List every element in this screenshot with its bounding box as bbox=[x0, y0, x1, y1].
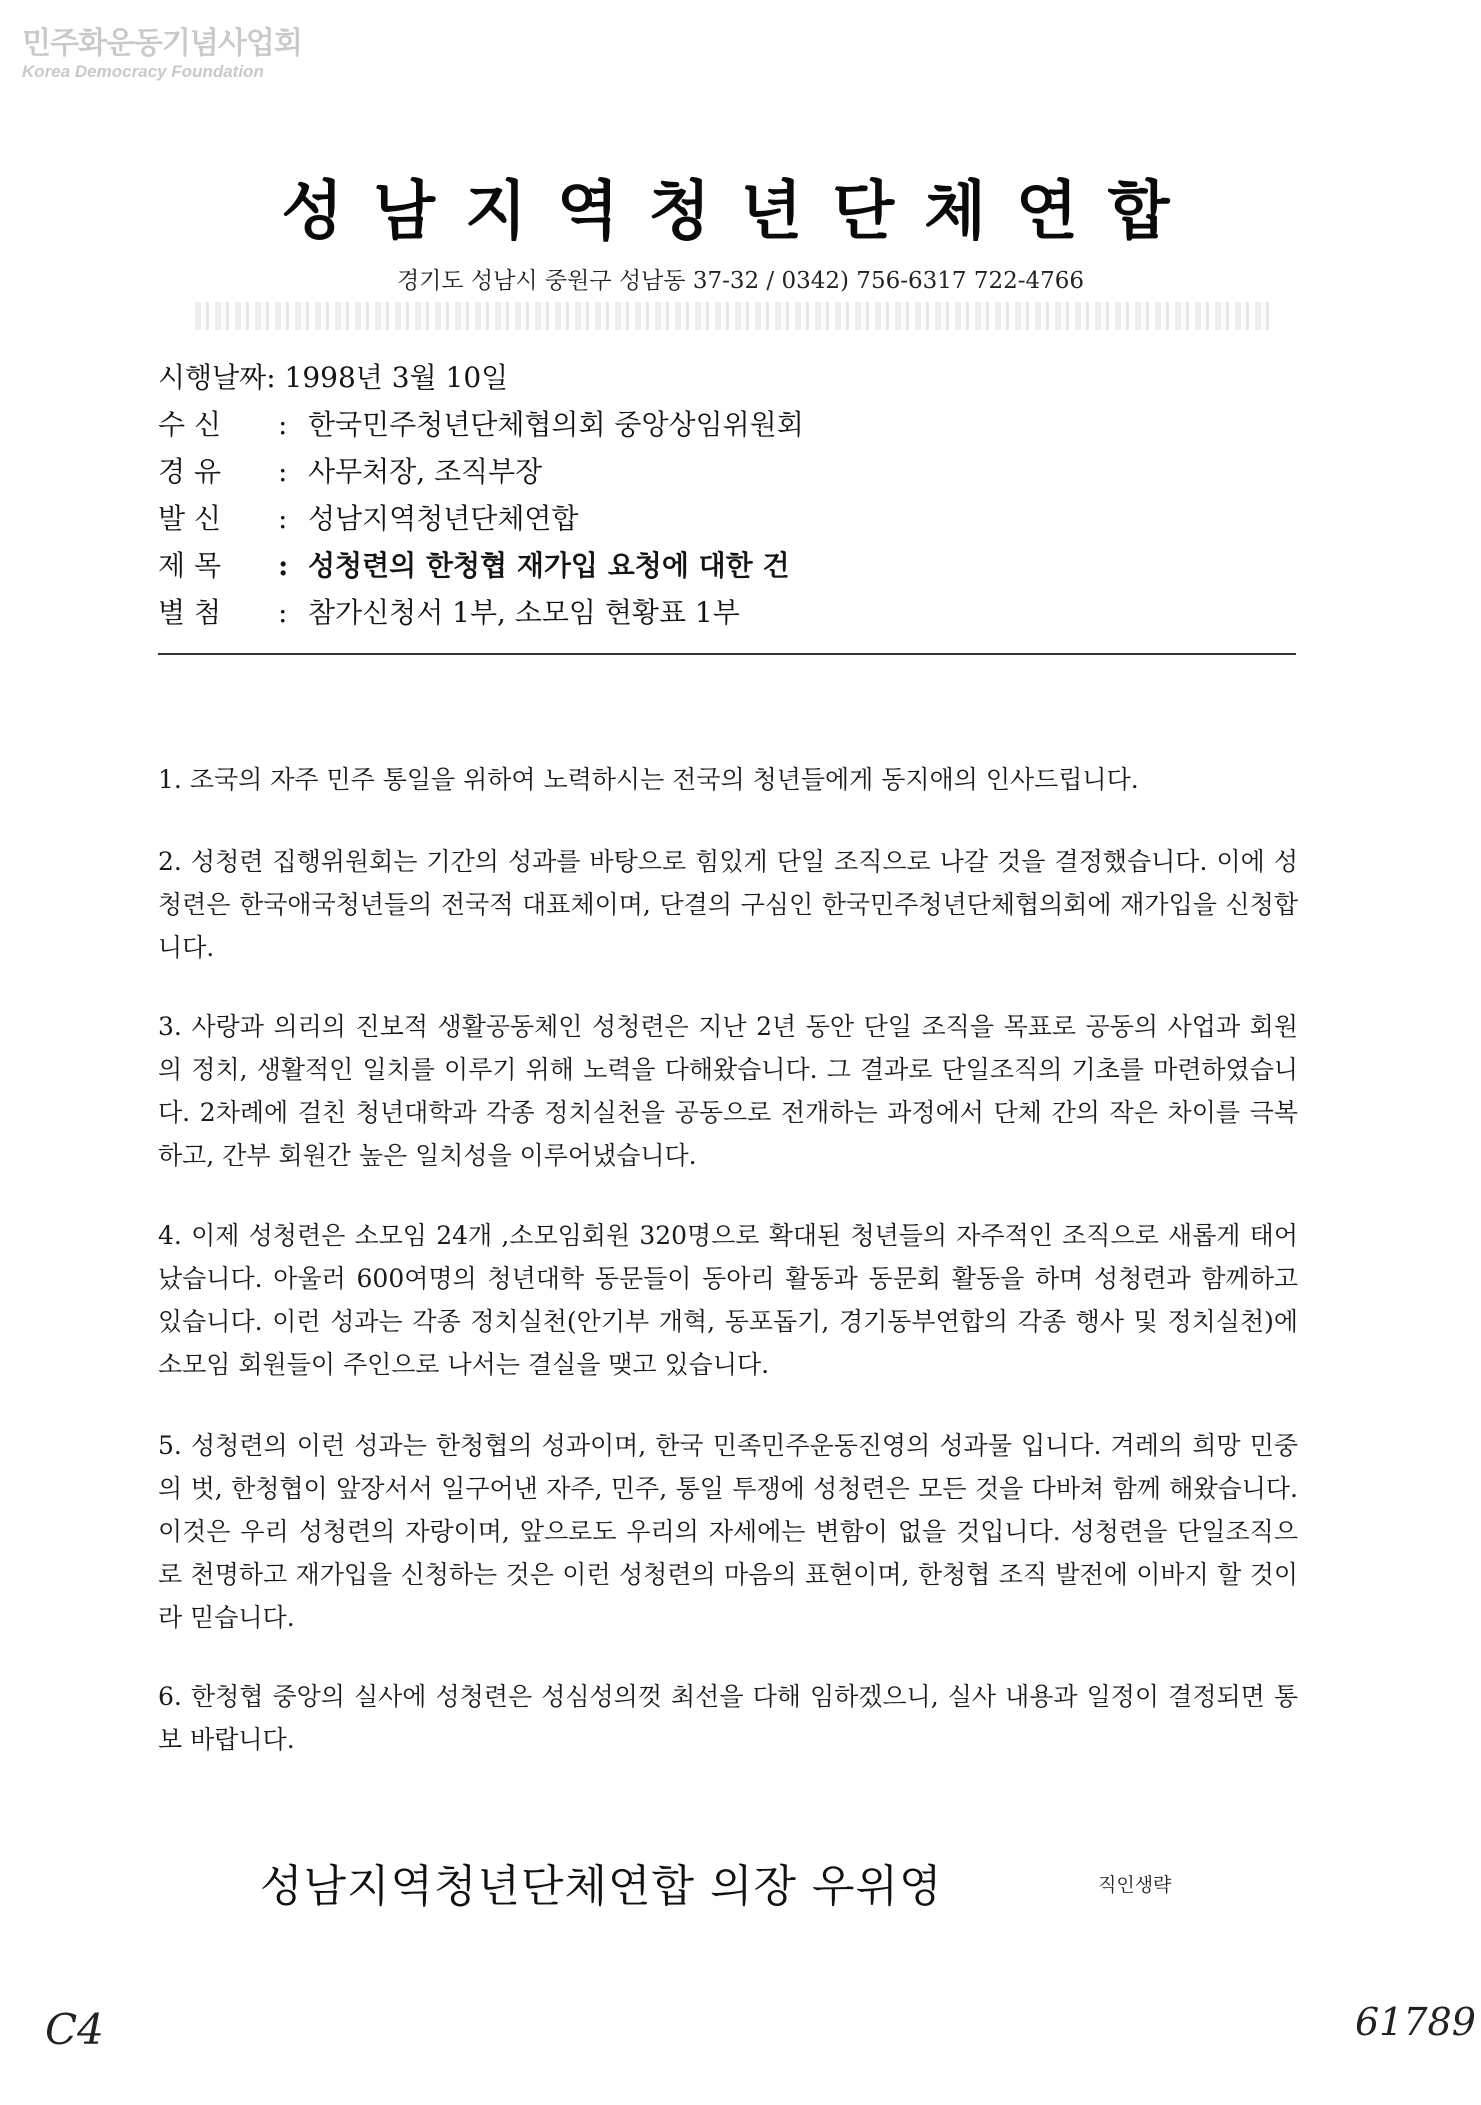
sender-value: 성남지역청년단체연합 bbox=[308, 502, 579, 535]
body-paragraph-5: 5. 성청련의 이런 성과는 한청협의 성과이며, 한국 민족민주운동진영의 성과물 입니다. 겨레의 희망 민중의 벗, 한청협이 앞장서서 일구어낸 자주, 민주, 통일 투쟁에 성청련은 모든 것을 다바쳐 함께 해왔습니다. 이것은 우리 성청련의 자랑이며, 앞으로도 우리의 자세에는 변함이 없을 것입니다. 성청련을 단일조직으로 천명하고 재가입을 신청하는 것은 이런 성청련의 마음의 표현이며, 한청협 조직 발전에 이바지 할 것이라 믿습니다. bbox=[158, 1431, 1298, 1632]
handwritten-mark-right: 61789 bbox=[1355, 2000, 1476, 2044]
attachment-value: 참가신청서 1부, 소모임 현황표 1부 bbox=[308, 596, 740, 629]
header-divider bbox=[158, 653, 1296, 655]
header-via-row bbox=[158, 450, 542, 490]
body-paragraph-6: 6. 한청협 중앙의 실사에 성청련은 성심성의껏 최선을 다해 임하겠으니, 실사 내용과 일정이 결정되면 통보 바랍니다. bbox=[158, 1682, 1298, 1754]
colon: : bbox=[278, 549, 289, 582]
organization-title: 성남지역청년단체연합 bbox=[281, 175, 1200, 249]
body-paragraph-4: 4. 이제 성청련은 소모임 24개 ,소모임회원 320명으로 확대된 청년들의 자주적인 조직으로 새롭게 태어났습니다. 아울러 600여명의 청년대학 동문들이 동아리 활동과 동문회 활동을 하며 성청련과 함께하고 있습니다. 이런 성과는 각종 정치실천(안기부 개혁, 동포돕기, 경기동부연합의 각종 행사 및 정치실천)에 소모임 회원들이 주인으로 나서는 결실을 맺고 있습니다. bbox=[158, 1221, 1298, 1379]
attachment-label: 별 첨 bbox=[158, 596, 221, 629]
colon: : bbox=[278, 596, 288, 629]
sender-label: 발 신 bbox=[158, 502, 221, 535]
handwritten-mark-left: C4 bbox=[45, 2005, 104, 2054]
date-label: 시행날짜: bbox=[158, 361, 276, 394]
header-recipient-row bbox=[158, 403, 804, 443]
foundation-watermark-english: Korea Democracy Foundation bbox=[22, 62, 264, 81]
organization-address: 경기도 성남시 중원구 성남동 37-32 / 0342) 756-6317 722-4766 bbox=[396, 268, 1085, 294]
header-attachment-row bbox=[158, 591, 740, 631]
via-value: 사무처장, 조직부장 bbox=[308, 455, 543, 488]
header-sender-row bbox=[158, 497, 578, 537]
colon: : bbox=[278, 408, 288, 441]
colon: : bbox=[278, 502, 288, 535]
recipient-label: 수 신 bbox=[158, 408, 221, 441]
signature-line: 성남지역청년단체연합 의장 우위영 bbox=[260, 1861, 943, 1912]
redacted-line bbox=[195, 302, 1275, 330]
seal-omitted-note: 직인생략 bbox=[1098, 1874, 1172, 1896]
subject-value: 성청련의 한청협 재가입 요청에 대한 건 bbox=[308, 549, 790, 582]
subject-label: 제 목 bbox=[158, 549, 221, 582]
recipient-value: 한국민주청년단체협의회 중앙상임위원회 bbox=[308, 408, 804, 441]
body-paragraph-2: 2. 성청련 집행위원회는 기간의 성과를 바탕으로 힘있게 단일 조직으로 나갈 것을 결정했습니다. 이에 성청련은 한국애국청년들의 전국적 대표체이며, 단결의 구심인 한국민주청년단체협의회에 재가입을 신청합니다. bbox=[158, 847, 1298, 962]
header-subject-row bbox=[158, 544, 790, 584]
date-value: 1998년 3월 10일 bbox=[284, 361, 509, 394]
via-label: 경 유 bbox=[158, 455, 221, 488]
colon: : bbox=[278, 455, 288, 488]
body-paragraph-1: 1. 조국의 자주 민주 통일을 위하여 노력하시는 전국의 청년들에게 동지애의 인사드립니다. bbox=[158, 765, 1139, 794]
foundation-watermark-korean: 민주화운동기념사업회 bbox=[22, 26, 302, 61]
body-paragraph-3: 3. 사랑과 의리의 진보적 생활공동체인 성청련은 지난 2년 동안 단일 조직을 목표로 공동의 사업과 회원의 정치, 생활적인 일치를 이루기 위해 노력을 다해왔습니다. 그 결과로 단일조직의 기초를 마련하였습니다. 2차례에 걸친 청년대학과 각종 정치실천을 공동으로 전개하는 과정에서 단체 간의 작은 차이를 극복하고, 간부 회원간 높은 일치성을 이루어냈습니다. bbox=[158, 1012, 1298, 1170]
header-date-row bbox=[158, 356, 508, 396]
